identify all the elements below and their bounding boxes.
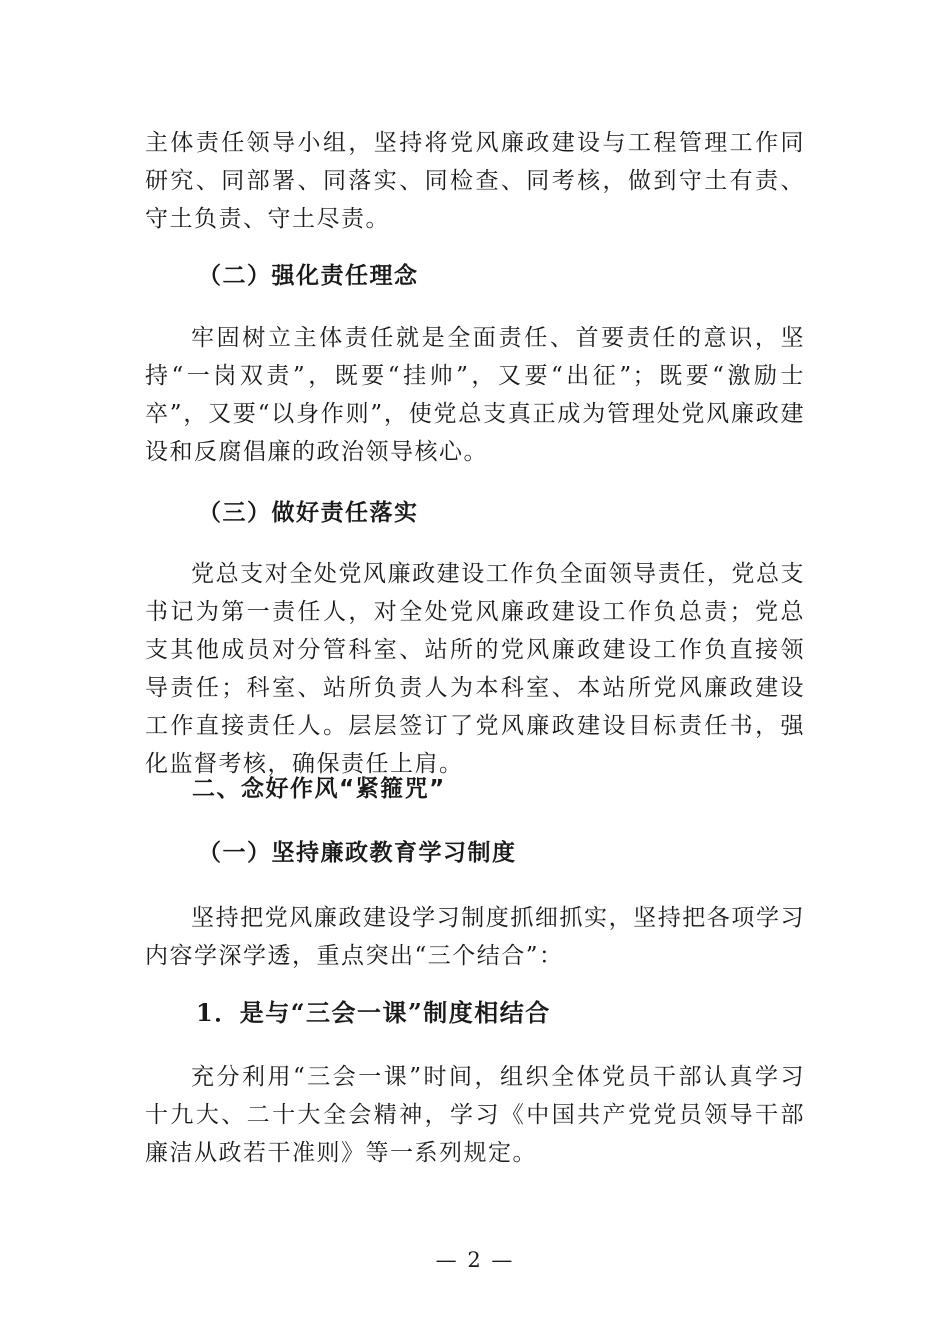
heading-strengthen-responsibility: （二）强化责任理念 <box>198 263 419 289</box>
heading-education-system: （一）坚持廉政教育学习制度 <box>198 840 517 866</box>
page-number: — 2 — <box>435 1248 515 1272</box>
paragraph-responsibility-implementation: 党总支对全处党风廉政建设工作负全面领导责任，党总支书记为第一责任人，对全处党风廉政建设工作负总责；党总支其他成员对分管科室、站所的党风廉政建设工作负直接领导责任；科室、站所负责人为本科室、本站所党风廉政建设工作直接责任人。层层签订了党风廉政建设目标责任书，强化监督考核，确保责任上肩。 <box>145 561 805 777</box>
paragraph-responsibility-group: 主体责任领导小组，坚持将党风廉政建设与工程管理工作同研究、同部署、同落实、同检查、同考核，做到守土有责、守土负责、守土尽责。 <box>145 130 805 232</box>
paragraph-three-meetings: 充分利用“三会一课”时间，组织全体党员干部认真学习十九大、二十大全会精神，学习《中国共产党党员领导干部廉洁从政若干准则》等一系列规定。 <box>145 1064 805 1166</box>
heading-three-meetings: 1．是与“三会一课”制度相结合 <box>196 998 551 1027</box>
paragraph-responsibility-concept: 牢固树立主体责任就是全面责任、首要责任的意识，坚持“一岗双责”，既要“挂帅”，又要“出征”；既要“激励士卒”，又要“以身作则”，使党总支真正成为管理处党风廉政建设和反腐倡廉的政治领导核心。 <box>145 325 805 465</box>
paragraph-study-system: 坚持把党风廉政建设学习制度抓细抓实，坚持把各项学习内容学深学透，重点突出“三个结合”： <box>145 905 805 969</box>
heading-implement-responsibility: （三）做好责任落实 <box>198 500 419 526</box>
heading-section-two: 二、念好作风“紧箍咒” <box>192 776 446 802</box>
